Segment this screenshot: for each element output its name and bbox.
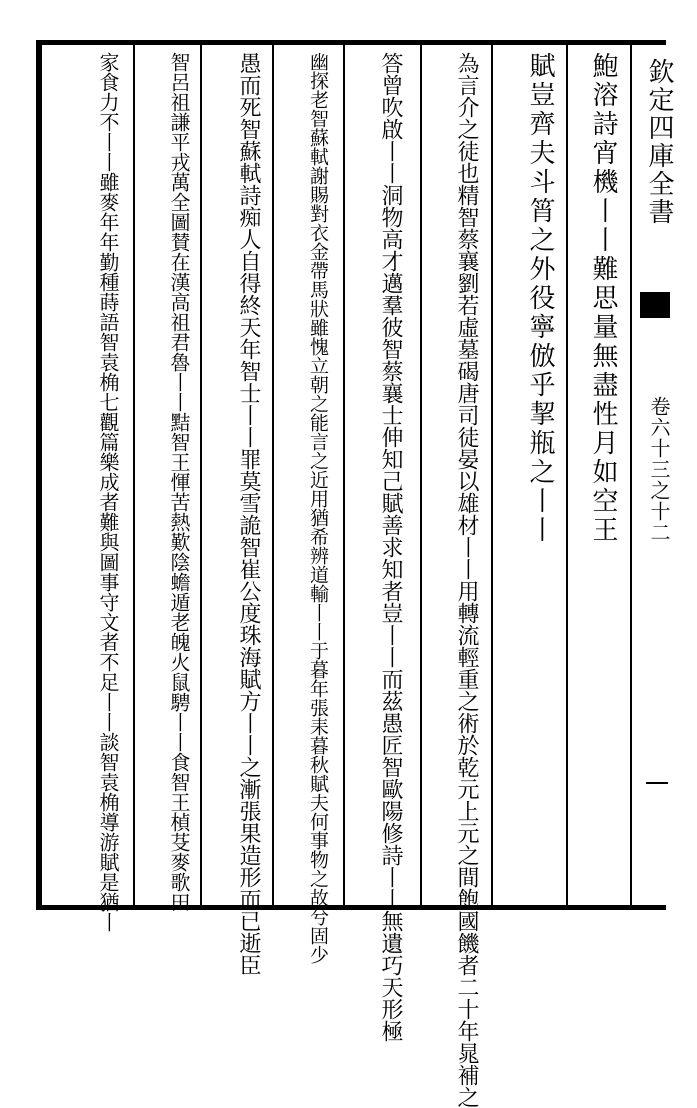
volume-label: 卷六十三之十二 <box>647 396 671 543</box>
text-column: 家食力不丨丨雖麥年年勤種蒔語智袁桷七觀篇樂成者難與圖事守文者不足丨丨談智袁桷導游賦是猶丨 <box>96 52 120 932</box>
text-column: 智呂祖謙平戎萬全圖賛在漢高祖君魯丨丨黠智王惲苦熱歎陰蟾遁老魄火鼠騁丨丨食智王楨芟麥歌田 <box>167 52 191 912</box>
text-column: 為言介之徒也精智蔡襄劉若虛墓碣唐司徒晏以雄材丨丨用轉流輕重之術於乾元上元之間飽國饑者二十年晁補之 <box>454 52 479 1108</box>
text-column: 愚而死智蘇軾詩痴人自得終天年智士丨丨罪莫雪詭智崔公度珠海賦方丨丨之漸張果造形而已逝臣 <box>236 52 261 976</box>
column-rule <box>420 40 422 910</box>
column-rule <box>200 40 202 910</box>
book-title: 欽定四庫全書 <box>644 58 674 226</box>
text-column: 幽探老智蘇軾謝賜對衣金帶馬狀雖愧立朝之能言之近用猶希辨道輸丨丨于暮年張耒暮秋賦夫何事物之故兮固少 <box>307 52 329 964</box>
page-header <box>634 58 674 938</box>
column-rule <box>630 40 632 910</box>
text-column: 賦豈齊夫斗筲之外役寧倣乎挈瓶之丨丨 <box>525 52 555 545</box>
column-rule <box>272 40 274 910</box>
page-border <box>36 40 666 1108</box>
column-rule <box>566 40 568 910</box>
column-rule <box>133 40 135 910</box>
text-column: 鮑溶詩宵機丨丨難思量無盡性月如空王 <box>588 52 618 545</box>
text-column: 答曾吹啟丨丨洞物高才邁羣彼智蔡襄士伸知己賦善求知者豈丨丨而茲愚匠智歐陽修詩丨丨無遺巧天形極 <box>378 52 403 1042</box>
column-rule <box>343 40 345 910</box>
column-rule <box>491 40 493 910</box>
